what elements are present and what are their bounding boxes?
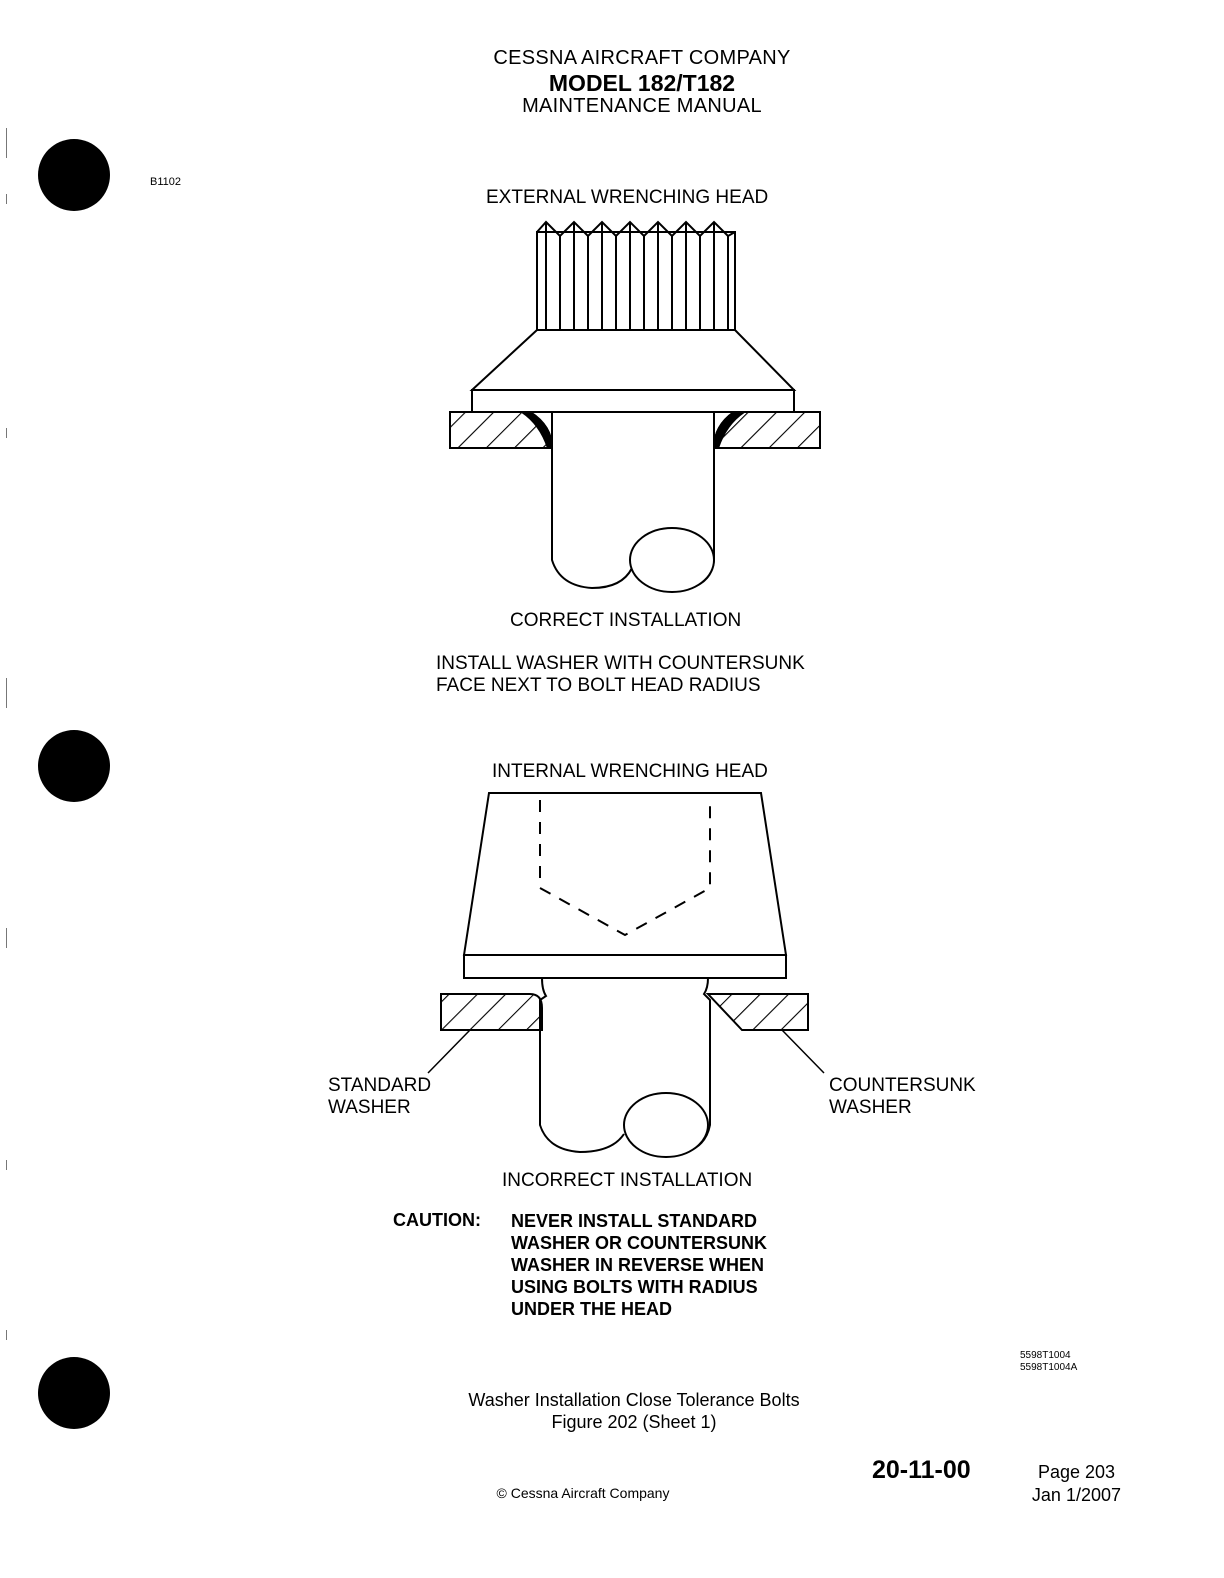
head-flange: [472, 330, 794, 390]
tapered-head: [464, 793, 786, 955]
caution-line: USING BOLTS WITH RADIUS: [511, 1277, 758, 1297]
standard-washer-callout-line-2: WASHER: [328, 1097, 411, 1118]
page-number: Page 203: [1038, 1462, 1116, 1482]
header-company: CESSNA AIRCRAFT COMPANY: [493, 47, 791, 69]
countersunk-washer: [708, 994, 808, 1030]
figure-title: Washer Installation Close Tolerance Bolts: [468, 1390, 800, 1410]
correct-installation-caption: CORRECT INSTALLATION: [510, 610, 742, 631]
figure-number: Figure 202 (Sheet 1): [551, 1412, 717, 1432]
header-model: MODEL 182/T182: [548, 70, 736, 96]
splined-head: [537, 222, 735, 344]
drawing-code: 5598T1004: [1020, 1350, 1071, 1361]
standard-washer-leader: [428, 1030, 470, 1073]
shank-cross-section: [630, 528, 714, 592]
drawing-code: 5598T1004A: [1020, 1362, 1078, 1373]
incorrect-installation-caption: INCORRECT INSTALLATION: [502, 1170, 753, 1191]
header-manual: MAINTENANCE MANUAL: [522, 95, 762, 117]
standard-washer-callout-line-1: STANDARD: [328, 1075, 432, 1096]
caution-line: UNDER THE HEAD: [511, 1299, 673, 1319]
external-wrenching-bolt-drawing: [450, 222, 820, 592]
standard-washer: [441, 994, 542, 1030]
instruction-line-2: FACE NEXT TO BOLT HEAD RADIUS: [436, 675, 761, 696]
head-base: [472, 390, 794, 412]
section-number: 20-11-00: [872, 1456, 971, 1484]
internal-wrenching-head-title: INTERNAL WRENCHING HEAD: [492, 761, 768, 782]
caution-line: WASHER OR COUNTERSUNK: [511, 1233, 768, 1253]
shank-cross-section: [624, 1093, 708, 1157]
internal-wrenching-bolt-drawing: [428, 793, 824, 1157]
external-wrenching-head-title: EXTERNAL WRENCHING HEAD: [486, 187, 769, 208]
countersunk-washer-callout-line-1: COUNTERSUNK: [829, 1075, 976, 1096]
copyright: © Cessna Aircraft Company: [496, 1485, 670, 1501]
head-base: [464, 955, 786, 978]
countersunk-washer-leader: [782, 1030, 824, 1073]
instruction-line-1: INSTALL WASHER WITH COUNTERSUNK: [436, 653, 805, 674]
caution-line: WASHER IN REVERSE WHEN: [511, 1255, 765, 1275]
page-date: Jan 1/2007: [1031, 1485, 1121, 1505]
figure-id: B1102: [150, 176, 181, 188]
countersunk-washer-callout-line-2: WASHER: [829, 1097, 912, 1118]
caution-label: CAUTION:: [393, 1210, 481, 1230]
caution-line: NEVER INSTALL STANDARD: [511, 1211, 758, 1231]
